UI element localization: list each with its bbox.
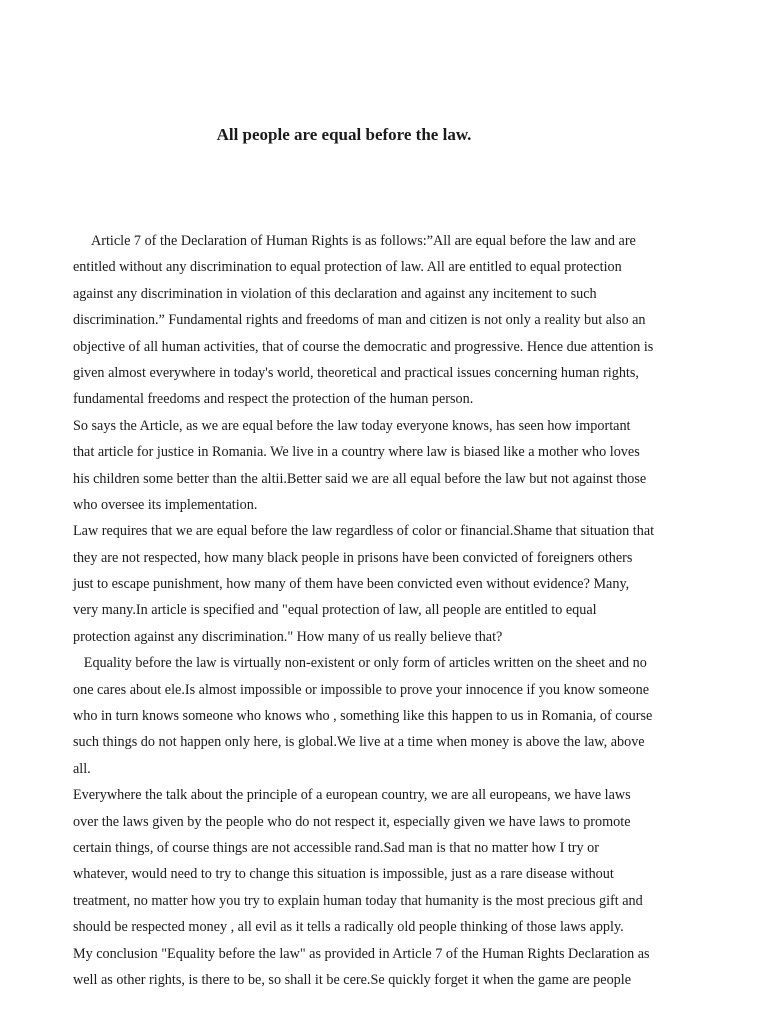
- text-line: over the laws given by the people who do not respect it, especially given we have laws to promote: [73, 813, 631, 830]
- text-line: Article 7 of the Declaration of Human Rights is as follows:”All are equal before the law and are: [91, 233, 636, 249]
- text-line: should be respected money , all evil as it tells a radically old people thinking of those laws apply.: [73, 919, 624, 936]
- text-line: one cares about ele.Is almost impossible or impossible to prove your innocence if you know someone: [73, 681, 650, 698]
- text-line: certain things, of course things are not accessible rand.Sad man is that no matter how I try or: [73, 839, 599, 856]
- text-line: protection against any discrimination." How many of us really believe that?: [73, 628, 503, 645]
- document-title: [0, 124, 688, 146]
- text-line: treatment, no matter how you try to explain human today that humanity is the most precious gift and: [73, 892, 643, 909]
- text-line: objective of all human activities, that of course the democratic and progressive. Hence due attention is: [73, 338, 654, 355]
- text-line: fundamental freedoms and respect the protection of the human person.: [73, 391, 474, 408]
- text-line: very many.In article is specified and "equal protection of law, all people are entitled to equal: [73, 602, 597, 619]
- text-line: that article for justice in Romania. We live in a country where law is biased like a mother who loves: [73, 444, 640, 461]
- text-line: who oversee its implementation.: [73, 496, 258, 513]
- text-line: all.: [73, 760, 91, 777]
- text-line: they are not respected, how many black people in prisons have been convicted of foreigners others: [73, 549, 633, 566]
- text-line: Equality before the law is virtually non-existent or only form of articles written on the sheet and no: [83, 655, 647, 672]
- text-line: whatever, would need to try to change this situation is impossible, just as a rare disease without: [73, 866, 614, 883]
- text-line: his children some better than the altii.Better said we are all equal before the law but not against those: [73, 470, 647, 487]
- text-line: Everywhere the talk about the principle of a european country, we are all europeans, we have laws: [73, 787, 631, 804]
- text-line: Law requires that we are equal before the law regardless of color or financial.Shame that situation that: [73, 523, 655, 540]
- text-line: against any discrimination in violation of this declaration and against any incitement to such: [73, 285, 597, 302]
- text-line: well as other rights, is there to be, so shall it be cere.Se quickly forget it when the game are people: [73, 971, 632, 988]
- text-line: So says the Article, as we are equal before the law today everyone knows, has seen how important: [73, 417, 631, 434]
- text-line: given almost everywhere in today's world, theoretical and practical issues concerning human rights,: [73, 364, 639, 381]
- text-line: My conclusion "Equality before the law" as provided in Article 7 of the Human Rights Declaration as: [73, 945, 650, 962]
- text-line: such things do not happen only here, is global.We live at a time when money is above the law, above: [73, 734, 645, 751]
- document-title-text: All people are equal before the law.: [216, 125, 472, 144]
- text-line: just to escape punishment, how many of them have been convicted even without evidence? Many,: [73, 576, 630, 593]
- text-line: discrimination.” Fundamental rights and freedoms of man and citizen is not only a reality but also an: [73, 312, 646, 329]
- document-body: [73, 228, 699, 993]
- text-line: entitled without any discrimination to equal protection of law. All are entitled to equal protection: [73, 259, 622, 276]
- text-line: who in turn knows someone who knows who , something like this happen to us in Romania, of course: [73, 708, 653, 725]
